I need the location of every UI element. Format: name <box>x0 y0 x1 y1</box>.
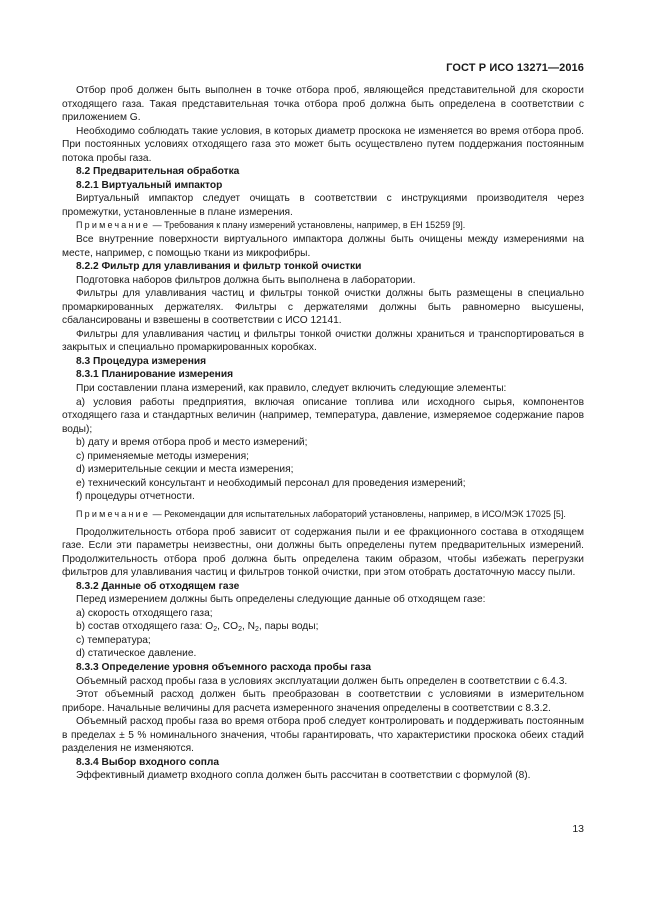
paragraph: Объемный расход пробы газа в условиях эксплуатации должен быть определен в соответствии с 6.4.3. <box>76 675 568 687</box>
list-item: b) дату и время отбора проб и место измерений; <box>76 437 308 449</box>
paragraph: Фильтры для улавливания частиц и фильтры тонкой очистки должны быть размещены в специально промаркированных держателях. Фильтры с держателями должны быть равномерно высушены, сбалансированы и взвешены в соответствии с ИСО 12141. <box>62 288 584 327</box>
note-label: Примечание <box>76 220 151 231</box>
paragraph: Подготовка наборов фильтров должна быть выполнена в лаборатории. <box>76 274 416 286</box>
subsection-heading: 8.2.1 Виртуальный импактор <box>76 179 223 191</box>
note <box>62 219 584 233</box>
subsection-heading: 8.3.4 Выбор входного сопла <box>76 756 220 768</box>
paragraph: Фильтры для улавливания частиц и фильтры тонкой очистки должны храниться и транспортироваться в закрытых и специально промаркированных коробках. <box>62 328 584 354</box>
page-number: 13 <box>572 823 584 835</box>
list-item: e) технический консультант и необходимый персонал для проведения измерений; <box>76 477 466 489</box>
list-item: d) измерительные секции и места измерения; <box>76 464 294 476</box>
subsection-heading: 8.3.3 Определение уровня объемного расхода пробы газа <box>76 661 372 673</box>
list-item: a) условия работы предприятия, включая описание топлива или исходного сырья, компонентов отходящего газа и стандартных величин (например, температура, давление, измеряемое содержание паров воды); <box>62 396 584 435</box>
list-item: a) скорость отходящего газа; <box>76 607 213 619</box>
paragraph: Все внутренние поверхности виртуального импактора должны быть очищены между измерениями на месте, например, с помощью ткани из микрофибры. <box>62 234 584 259</box>
paragraph: Объемный расход пробы газа во время отбора проб следует контролировать и поддерживать постоянным в пределах ± 5 % номинального значения, чтобы гарантировать, что характеристики проскока обеих стадий разделения не изменяются. <box>62 716 584 755</box>
list-item: f) процедуры отчетности. <box>76 491 195 503</box>
paragraph: Необходимо соблюдать такие условия, в которых диаметр проскока не изменяется во время отбора проб. При постоянных условиях отходящего газа это может быть осуществлено путем поддержания постоянным потока пробы газа. <box>62 125 584 164</box>
paragraph: Этот объемный расход должен быть преобразован в соответствии с условиями в измерительном приборе. Начальные величины для расчета измеренного значения определены в соответствии с 8.3.2. <box>62 689 584 714</box>
section-heading: 8.3 Процедура измерения <box>76 355 207 367</box>
note-text: — Требования к плану измерений установлены, например, в ЕН 15259 [9]. <box>150 220 466 231</box>
paragraph: Эффективный диаметр входного сопла должен быть рассчитан в соответствии с формулой (8). <box>76 770 531 782</box>
paragraph: Отбор проб должен быть выполнен в точке отбора проб, являющейся представительной для скорости отходящего газа. Такая представительная точка отбора проб должна быть определена в соответствии с приложением G. <box>62 85 584 124</box>
paragraph: При составлении плана измерений, как правило, следует включить следующие элементы: <box>76 383 507 395</box>
paragraph: Виртуальный импактор следует очищать в соответствии с инструкциями производителя через промежутки, установленные в плане измерения. <box>62 193 584 218</box>
list-item: d) статическое давление. <box>76 648 197 660</box>
document-body <box>62 84 584 783</box>
paragraph: Перед измерением должны быть определены следующие данные об отходящем газе: <box>76 594 486 606</box>
subsection-heading: 8.2.2 Фильтр для улавливания и фильтр тонкой очистки <box>76 261 362 273</box>
note-text: — Рекомендации для испытательных лабораторий установлены, например, в ИСО/МЭК 17025 [5]. <box>150 508 566 519</box>
note <box>62 508 584 522</box>
list-item: c) применяемые методы измерения; <box>76 450 249 462</box>
section-heading: 8.2 Предварительная обработка <box>76 166 240 178</box>
note-label: Примечание <box>76 508 151 519</box>
list-item: c) температура; <box>76 634 151 646</box>
paragraph: Продолжительность отбора проб зависит от содержания пыли и ее фракционного состава в отходящем газе. Если эти параметры неизвестны, они должны быть определены путем предварительных измерений. Продолжительность отбора проб должна быть определена таким образом, чтобы избежать перегрузки фильтров для улавливания частиц и фильтров тонкой очистки, при этом отобрать достаточную массу пыли. <box>62 526 584 579</box>
subsection-heading: 8.3.1 Планирование измерения <box>76 369 234 381</box>
standard-header: ГОСТ Р ИСО 13271—2016 <box>446 62 584 74</box>
subsection-heading: 8.3.2 Данные об отходящем газе <box>76 580 240 592</box>
list-item: b) состав отходящего газа: $O_2$, $CO_2$, $N_2$, пары воды; <box>76 621 319 634</box>
